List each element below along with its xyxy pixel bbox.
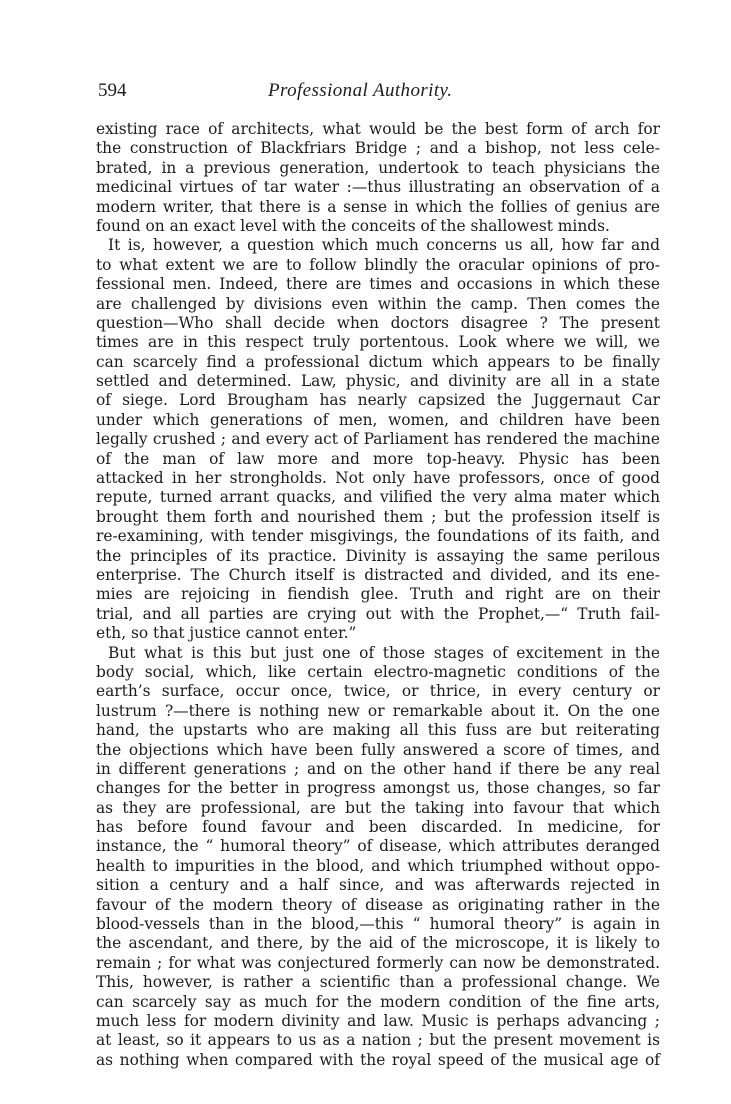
text-line: hand, the upstarts who are making all this fuss are but reiterating — [96, 721, 660, 740]
text-line: the principles of its practice. Divinity is assaying the same perilous — [96, 546, 660, 565]
text-line: the objections which have been fully answered a score of times, and — [96, 740, 660, 759]
text-line: changes for the better in progress amongst us, those changes, so far — [96, 779, 660, 798]
text-line: settled and determined. Law, physic, and divinity are all in a state — [96, 372, 660, 391]
text-line: attacked in her strongholds. Not only have professors, once of good — [96, 469, 660, 488]
text-line: under which generations of men, women, and children have been — [96, 410, 660, 429]
page-number: 594 — [98, 80, 127, 101]
text-line: of the man of law more and more top-heavy. Physic has been — [96, 449, 660, 468]
text-line: earth’s surface, occur once, twice, or thrice, in every century or — [96, 682, 660, 701]
text-line: instance, the “ humoral theory” of disease, which attributes deranged — [96, 837, 660, 856]
text-line: as nothing when compared with the royal speed of the musical age of — [96, 1050, 660, 1069]
text-line: can scarcely find a professional dictum which appears to be finally — [96, 352, 660, 371]
text-line: blood-vessels than in the blood,—this “ humoral theory” is again in — [96, 915, 660, 934]
text-line: But what is this but just one of those stages of excitement in the — [108, 643, 660, 662]
text-line: repute, turned arrant quacks, and vilified the very alma mater which — [96, 488, 660, 507]
text-line: health to impurities in the blood, and which triumphed without oppo- — [96, 856, 660, 875]
text-line: has before found favour and been discarded. In medicine, for — [96, 818, 660, 837]
text-line: brated, in a previous generation, undertook to teach physicians the — [96, 158, 660, 177]
text-line: It is, however, a question which much concerns us all, how far and — [108, 236, 660, 255]
text-line: re-examining, with tender misgivings, the foundations of its faith, and — [96, 527, 660, 546]
text-line: can scarcely say as much for the modern condition of the fine arts, — [96, 992, 660, 1011]
text-line: sition a century and a half since, and was afterwards rejected in — [96, 876, 660, 895]
running-title: Professional Authority. — [268, 80, 453, 101]
text-line: lustrum ?—there is nothing new or remarkable about it. On the one — [96, 701, 660, 720]
text-line: mies are rejoicing in fiendish glee. Truth and right are on their — [96, 585, 660, 604]
text-line: much less for modern divinity and law. Music is perhaps advancing ; — [96, 1011, 660, 1030]
text-line: trial, and all parties are crying out with the Prophet,—“ Truth fail- — [96, 604, 660, 623]
text-line: legally crushed ; and every act of Parliament has rendered the machine — [96, 430, 660, 449]
text-line: to what extent we are to follow blindly the oracular opinions of pro- — [96, 255, 660, 274]
text-line: existing race of architects, what would be the best form of arch for — [96, 120, 660, 138]
text-line: question—Who shall decide when doctors disagree ? The present — [96, 313, 660, 332]
text-line: found on an exact level with the conceits of the shallowest minds. — [96, 216, 610, 235]
text-line: of siege. Lord Brougham has nearly capsized the Juggernaut Car — [96, 391, 660, 410]
text-line: eth, so that justice cannot enter.” — [96, 624, 357, 643]
text-line: the construction of Blackfriars Bridge ; and a bishop, not less cele- — [96, 139, 660, 158]
text-line: are challenged by divisions even within the camp. Then comes the — [96, 294, 660, 313]
text-line: modern writer, that there is a sense in which the follies of genius are — [96, 197, 660, 216]
text-line: remain ; for what was conjectured formerly can now be demonstrated. — [96, 953, 660, 972]
text-line: fessional men. Indeed, there are times and occasions in which these — [96, 275, 660, 294]
text-line: as they are professional, are but the taking into favour that which — [96, 798, 660, 817]
text-line: brought them forth and nourished them ; but the profession itself is — [96, 507, 660, 526]
text-line: enterprise. The Church itself is distracted and divided, and its ene- — [96, 565, 660, 584]
text-line: times are in this respect truly portentous. Look where we will, we — [96, 333, 660, 352]
text-line: in different generations ; and on the other hand if there be any real — [96, 759, 660, 778]
text-line: favour of the modern theory of disease as originating rather in the — [96, 895, 660, 914]
body-text — [96, 120, 660, 1070]
text-line: at least, so it appears to us as a nation ; but the present movement is — [96, 1031, 660, 1050]
text-line: body social, which, like certain electro-magnetic conditions of the — [96, 662, 660, 681]
running-header — [98, 80, 658, 106]
text-line: the ascendant, and there, by the aid of the microscope, it is likely to — [96, 934, 660, 953]
text-line: medicinal virtues of tar water :—thus illustrating an observation of a — [96, 178, 660, 197]
text-line: This, however, is rather a scientific than a professional change. We — [96, 973, 660, 992]
